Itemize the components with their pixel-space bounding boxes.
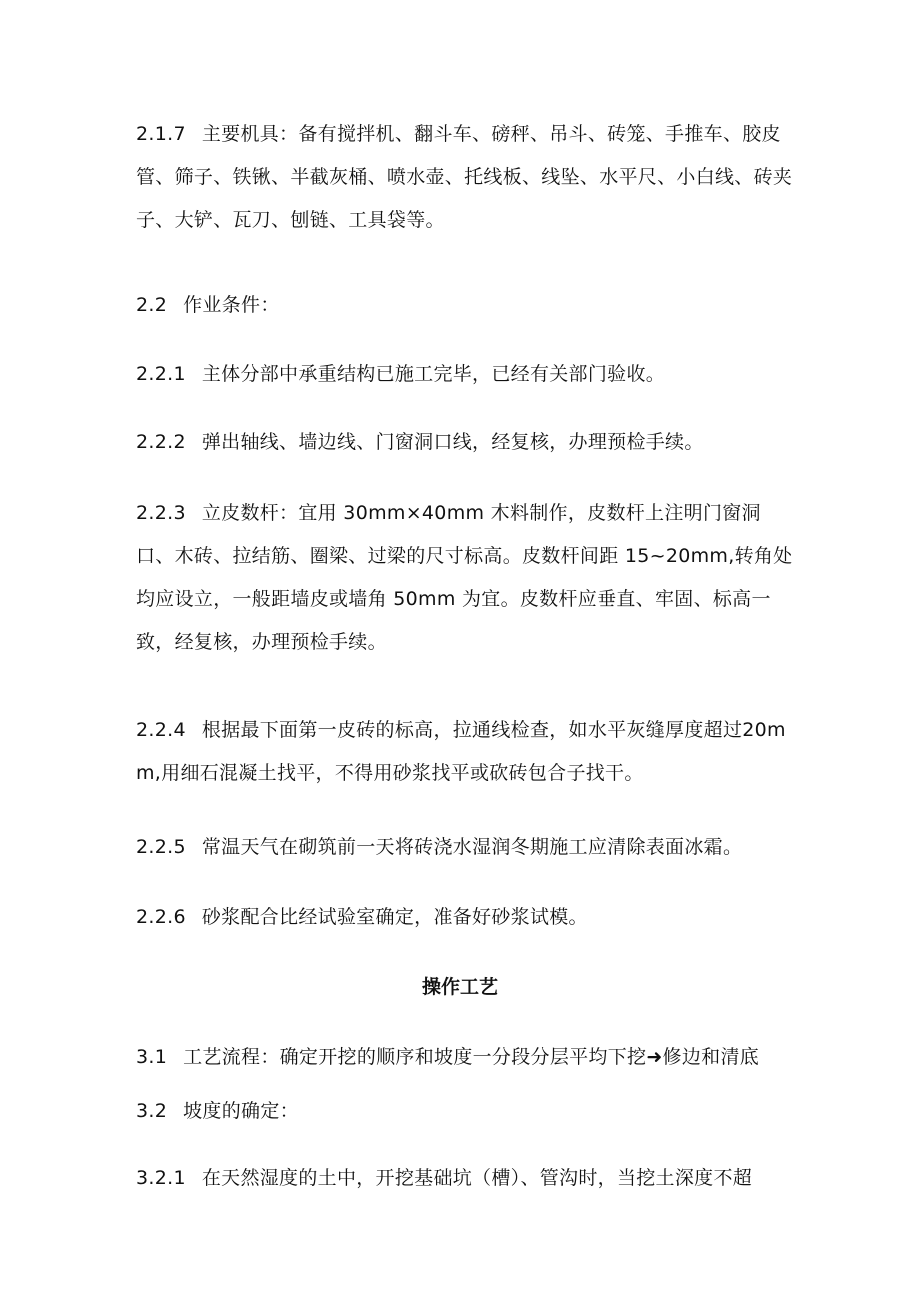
paragraph-text: 坡度的确定： (183, 1100, 299, 1122)
paragraph-2-2-4 (136, 709, 796, 795)
paragraph-text: 在天然湿度的土中，开挖基础坑（槽）、管沟时，当挖土深度不超 (201, 1167, 753, 1189)
paragraph-2-2 (136, 284, 796, 327)
paragraph-text: 工艺流程：确定开挖的顺序和坡度一分段分层平均下挖➜修边和清底 (183, 1046, 760, 1068)
paragraph-text: 常温天气在砌筑前一天将砖浇水湿润冬期施工应清除表面冰霜。 (201, 836, 743, 858)
section-number: 2.2.6 (136, 906, 186, 928)
section-number: 2.1.7 (136, 123, 186, 145)
paragraph-3-2-1 (136, 1157, 816, 1200)
paragraph-2-2-5 (136, 826, 796, 869)
paragraph-text: 弹出轴线、墙边线、门窗洞口线，经复核，办理预检手续。 (201, 431, 704, 453)
paragraph-text: 根据最下面第一皮砖的标高，拉通线检查，如水平灰缝厚度超过20mm,用细石混凝土找平，不得用砂浆找平或砍砖包合子找干。 (136, 719, 786, 784)
paragraph-text: 砂浆配合比经试验室确定，准备好砂浆试模。 (201, 906, 588, 928)
paragraph-2-1-7 (136, 113, 796, 242)
section-number: 2.2.1 (136, 363, 186, 385)
section-number: 3.2 (136, 1100, 168, 1122)
paragraph-text: 立皮数杆：宜用 30mm×40mm 木料制作，皮数杆上注明门窗洞口、木砖、拉结筋、圈梁、过梁的尺寸标高。皮数杆间距 15~20mm,转角处均应设立，一般距墙皮或墙角 50mm 为宜。皮数杆应垂直、牢固、标高一致，经复核，办理预检手续。 (136, 502, 793, 653)
paragraph-text: 主体分部中承重结构已施工完毕，已经有关部门验收。 (201, 363, 666, 385)
section-number: 3.1 (136, 1046, 168, 1068)
section-number: 2.2.4 (136, 719, 186, 741)
paragraph-text: 作业条件： (183, 294, 280, 316)
section-number: 2.2.2 (136, 431, 186, 453)
paragraph-text: 主要机具：备有搅拌机、翻斗车、磅秤、吊斗、砖笼、手推车、胶皮管、筛子、铁锹、半截灰桶、喷水壶、托线板、线坠、水平尺、小白线、砖夹子、大铲、瓦刀、刨链、工具袋等。 (136, 123, 793, 231)
paragraph-2-2-1 (136, 353, 796, 396)
paragraph-2-2-6 (136, 896, 796, 939)
paragraph-2-2-3 (136, 492, 796, 664)
section-number: 2.2.3 (136, 502, 186, 524)
section-number: 3.2.1 (136, 1167, 186, 1189)
paragraph-2-2-2 (136, 421, 796, 464)
section-heading: 操作工艺 (421, 976, 498, 998)
paragraph-3-1 (136, 1036, 816, 1079)
section-number: 2.2 (136, 294, 168, 316)
section-number: 2.2.5 (136, 836, 186, 858)
paragraph-3-2 (136, 1090, 796, 1133)
